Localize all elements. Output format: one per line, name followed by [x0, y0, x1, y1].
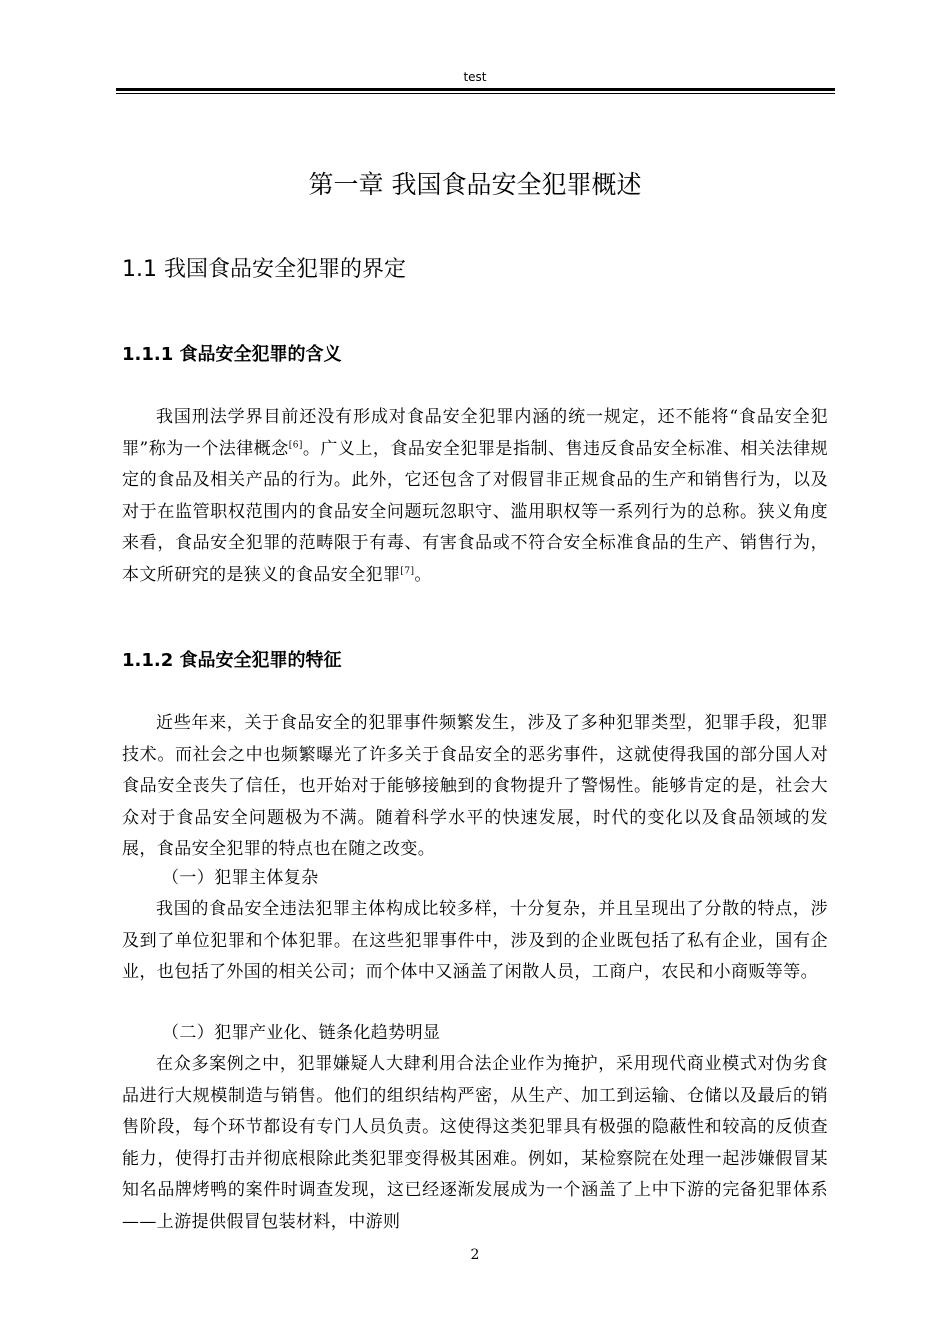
paragraph-item1: 我国的食品安全违法犯罪主体构成比较多样，十分复杂，并且呈现出了分散的特点，涉及到了单位犯罪和个体犯罪。在这些犯罪事件中，涉及到的企业既包括了私有企业，国有企业，也包括了外国的相关公司；而个体中又涵盖了闲散人员，工商户，农民和小商贩等等。: [122, 899, 828, 982]
citation-ref: [7]: [400, 566, 415, 577]
paragraph-features-intro: 近些年来，关于食品安全的犯罪事件频繁发生，涉及了多种犯罪类型，犯罪手段，犯罪技术。而社会之中也频繁曝光了许多关于食品安全的恶劣事件，这就使得我国的部分国人对食品安全丧失了信任，也开始对于能够接触到的食物提升了警惕性。能够肯定的是，社会大众对于食品安全问题极为不满。随着科学水平的快速发展，时代的变化以及食品领域的发展，食品安全犯罪的特点也在随之改变。: [122, 713, 828, 859]
list-item-title: （一）犯罪主体复杂: [162, 868, 319, 888]
paragraph-meaning: [122, 402, 828, 591]
paragraph-text: 我国刑法学界目前还没有形成对食品安全犯罪内涵的统一规定，还不能将“食品安全犯罪”称为一个法律概念: [122, 407, 828, 459]
paragraph-text: 。: [414, 564, 432, 585]
page-header: test: [463, 70, 487, 84]
chapter-title: 第一章 我国食品安全犯罪概述: [308, 170, 642, 199]
paragraph-text: 。广义上，食品安全犯罪是指制、售违反食品安全标准、相关法律规定的食品及相关产品的行为。此外，它还包含了对假冒非正规食品的生产和销售行为，以及对于在监管职权范围内的食品安全问题玩忽职守、滥用职权等一系列行为的总称。狭义角度来看，食品安全犯罪的范畴限于有毒、有害食品或不符合安全标准食品的生产、销售行为，本文所研究的是狭义的食品安全犯罪: [122, 438, 828, 585]
citation-ref: [6]: [288, 440, 303, 451]
header-rule-thin: [116, 93, 835, 94]
subsection-title-meaning: 1.1.1 食品安全犯罪的含义: [122, 344, 342, 365]
header-rule-thick: [116, 88, 835, 91]
page-number: 2: [470, 1247, 480, 1263]
subsection-title-features: 1.1.2 食品安全犯罪的特征: [122, 650, 342, 671]
list-item-title: （二）犯罪产业化、链条化趋势明显: [162, 1023, 441, 1043]
section-title: 1.1 我国食品安全犯罪的界定: [122, 257, 406, 282]
paragraph-item2: 在众多案例之中，犯罪嫌疑人大肆利用合法企业作为掩护，采用现代商业模式对伪劣食品进行大规模制造与销售。他们的组织结构严密，从生产、加工到运输、仓储以及最后的销售阶段，每个环节都设有专门人员负责。这使得这类犯罪具有极强的隐蔽性和较高的反侦查能力，使得打击并彻底根除此类犯罪变得极其困难。例如，某检察院在处理一起涉嫌假冒某知名品牌烤鸭的案件时调查发现，这已经逐渐发展成为一个涵盖了上中下游的完备犯罪体系——上游提供假冒包装材料，中游则: [122, 1054, 828, 1232]
